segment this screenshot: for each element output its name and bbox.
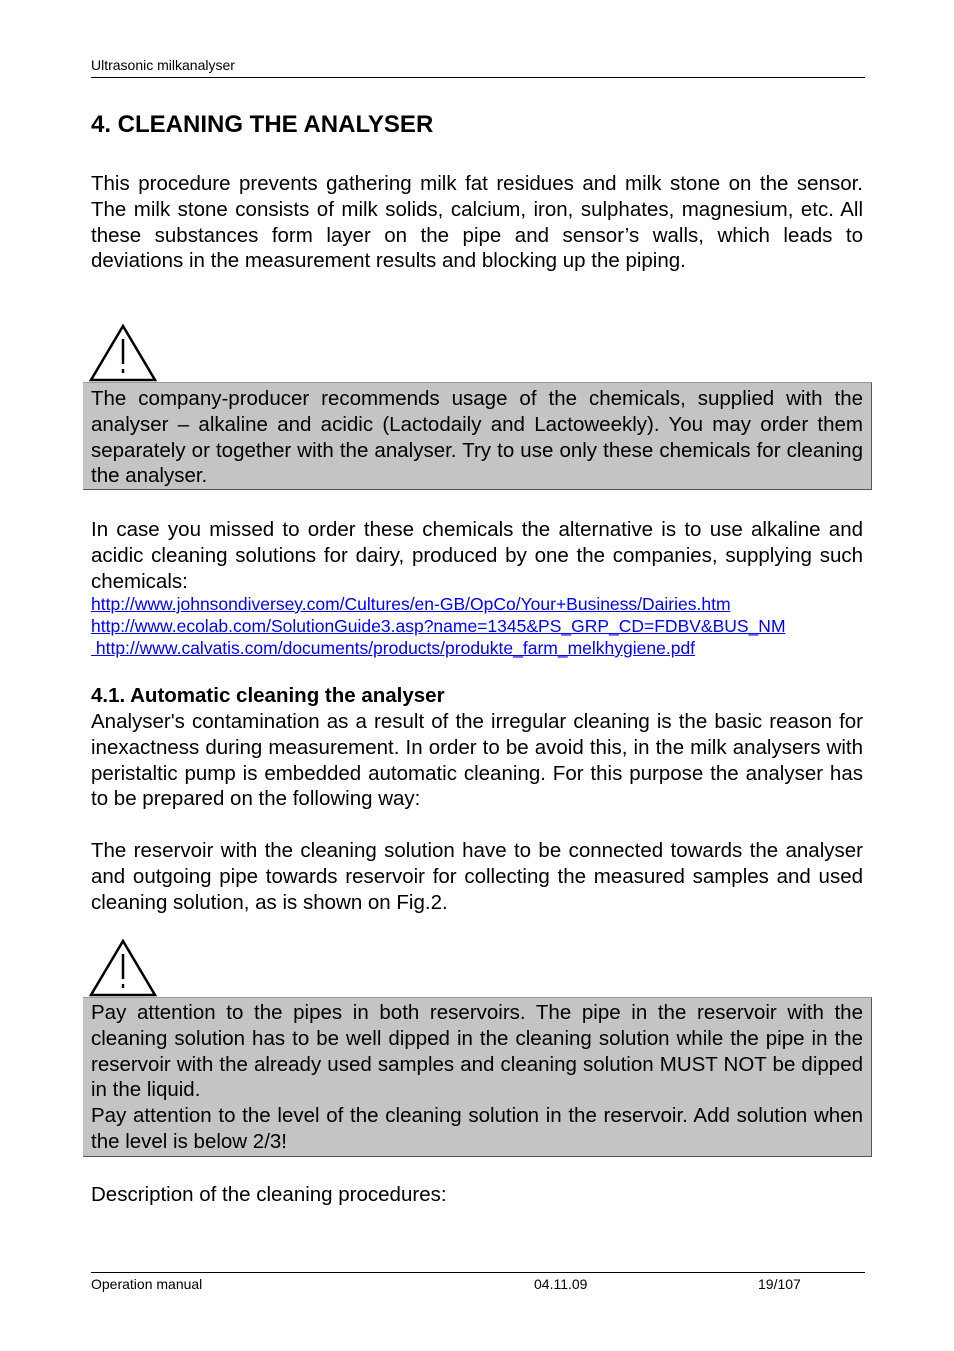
warning-triangle-icon <box>89 324 157 382</box>
footer-document-name: Operation manual <box>91 1276 203 1292</box>
link-johnsondiversey[interactable]: http://www.johnsondiversey.com/Cultures/en-GB/OpCo/Your+Business/Dairies.htm <box>91 594 731 614</box>
warning-text: The company-producer recommends usage of the chemicals, supplied with the analyser – alkaline and acidic (Lactodaily and Lactoweekly). You may order them separately or together with the analyser. Try to use only these chemicals for cleaning the analyser. <box>91 387 863 488</box>
warning-text-level: Pay attention to the level of the cleaning solution in the reservoir. Add solution when the level is below 2/3! <box>91 1104 863 1153</box>
footer-date: 04.11.09 <box>534 1276 588 1292</box>
footer-page-number: 19/107 <box>758 1276 801 1292</box>
link-ecolab[interactable]: http://www.ecolab.com/SolutionGuide3.asp?name=1345&PS_GRP_CD=FDBV&BUS_NM <box>91 616 786 636</box>
link-calvatis[interactable]: http://www.calvatis.com/documents/products/produkte_farm_melkhygiene.pdf <box>91 638 696 658</box>
footer-divider <box>91 1272 865 1273</box>
subsection-title: 4.1. Automatic cleaning the analyser <box>91 684 445 707</box>
description-paragraph: Description of the cleaning procedures: <box>91 1183 447 1206</box>
automatic-cleaning-paragraph: Analyser's contamination as a result of the irregular cleaning is the basic reason for inexactness during measurement. In order to be avoid this, in the milk analysers with peristaltic pump is embedded automatic cleaning. For this purpose the analyser has to be prepared on the following way: <box>91 710 863 811</box>
warning-text-pipes: Pay attention to the pipes in both reservoirs. The pipe in the reservoir with the cleaning solution has to be well dipped in the cleaning solution while the pipe in the reservoir with the already used samples and cleaning solution MUST NOT be dipped in the liquid. <box>91 1001 863 1102</box>
warning-note-chemicals <box>83 382 872 490</box>
warning-note-pipes <box>83 997 872 1157</box>
alternative-paragraph: In case you missed to order these chemicals the alternative is to use alkaline and acidic cleaning solutions for dairy, produced by one the companies, supplying such chemicals: <box>91 518 863 593</box>
intro-paragraph: This procedure prevents gathering milk fat residues and milk stone on the sensor. The milk stone consists of milk solids, calcium, iron, sulphates, magnesium, etc. All these substances form layer on the pipe and sensor’s walls, which leads to deviations in the measurement results and blocking up the piping. <box>91 172 863 273</box>
section-title: 4. CLEANING THE ANALYSER <box>91 111 434 138</box>
warning-triangle-icon <box>89 939 157 997</box>
reservoir-paragraph: The reservoir with the cleaning solution have to be connected towards the analyser and outgoing pipe towards reservoir for collecting the measured samples and used cleaning solution, as is shown on Fig.2. <box>91 839 863 914</box>
header-divider <box>91 77 865 78</box>
running-header: Ultrasonic milkanalyser <box>91 57 235 73</box>
